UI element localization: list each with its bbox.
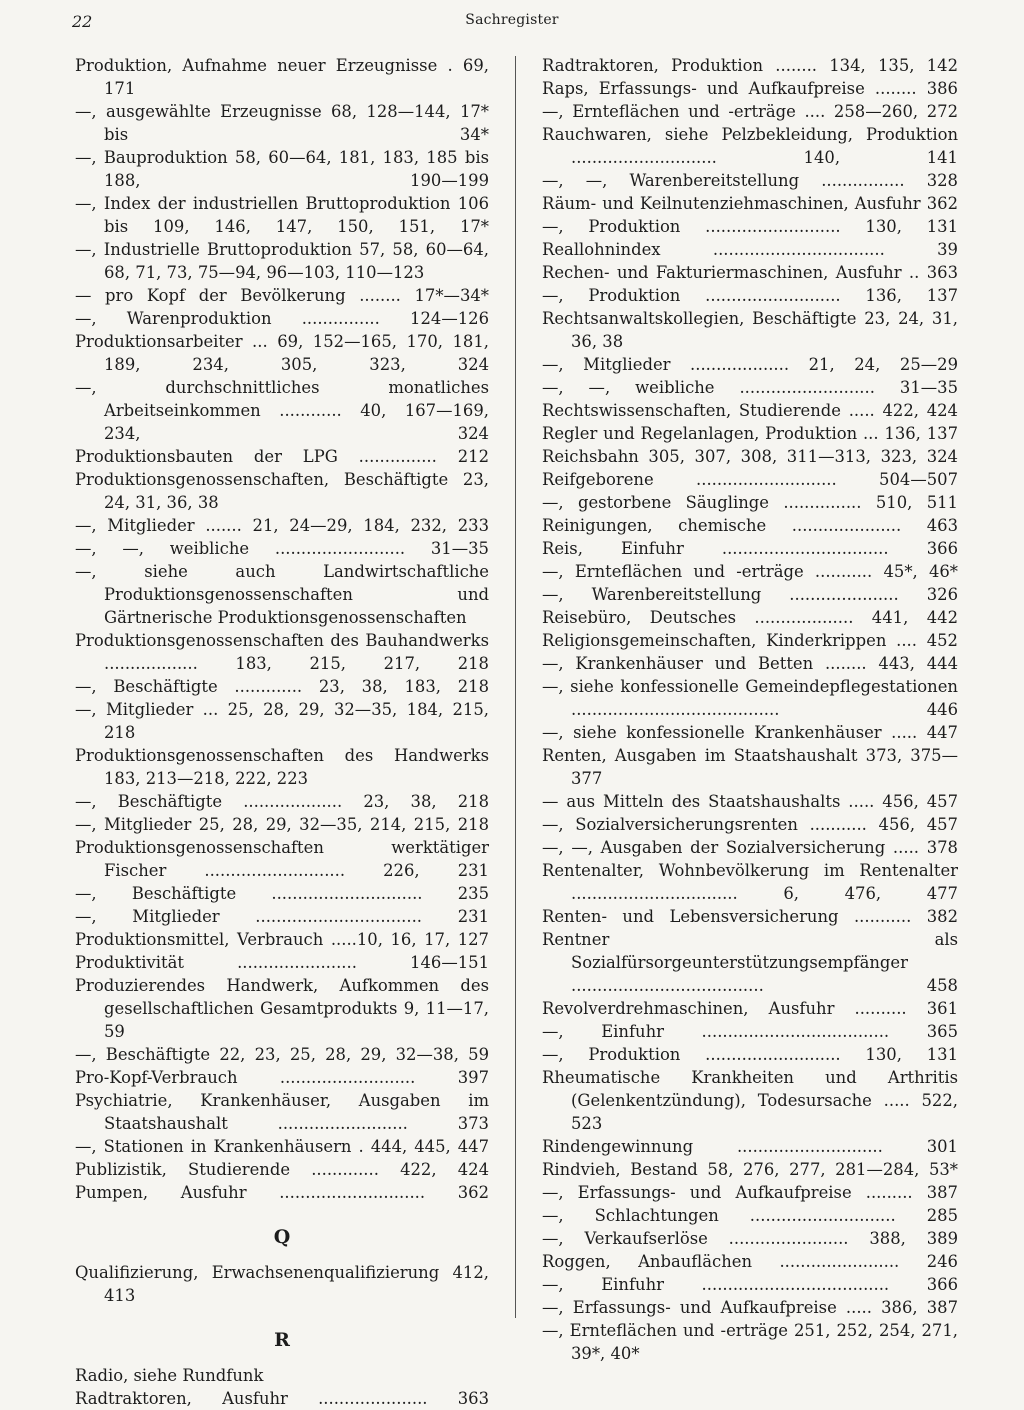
index-entry: —, Einfuhr .................................... 366 [542, 1275, 958, 1294]
index-entry: —, Sozialversicherungsrenten ........... 456, 457 [542, 815, 958, 834]
page-number: 22 [72, 12, 93, 31]
index-entry: Produktion, Aufnahme neuer Erzeugnisse . 69, 171 [75, 56, 489, 98]
index-entry: Revolverdrehmaschinen, Ausfuhr .......... 361 [542, 999, 958, 1018]
index-entry: Reisebüro, Deutsches ................... 441, 442 [542, 608, 958, 627]
index-entry: —, siehe konfessionelle Gemeindepflegestationen ........................................ 446 [542, 677, 958, 719]
index-entry: —, Beschäftigte ................... 23, 38, 218 [75, 792, 489, 811]
index-entry: Reifgeborene ........................... 504—507 [542, 470, 958, 489]
index-entry: Radio, siehe Rundfunk [75, 1366, 264, 1385]
index-entry: Reinigungen, chemische ..................... 463 [542, 516, 958, 535]
index-entry: Rentenalter, Wohnbevölkerung im Rentenalter ................................ 6, 476, 477 [542, 861, 958, 903]
index-entry: —, Einfuhr .................................... 365 [542, 1022, 958, 1041]
index-entry: —, ausgewählte Erzeugnisse 68, 128—144, 17* bis 34* [75, 102, 489, 144]
index-entry: Pro-Kopf-Verbrauch .......................... 397 [75, 1068, 489, 1087]
index-entry: —, Beschäftigte ............................. 235 [75, 884, 489, 903]
index-entry: —, durchschnittliches monatliches Arbeitseinkommen ............ 40, 167—169, 234, 324 [75, 378, 489, 443]
index-entry: —, Industrielle Bruttoproduktion 57, 58, 60—64, 68, 71, 73, 75—94, 96—103, 110—123 [75, 240, 489, 282]
index-entry: —, Beschäftigte 22, 23, 25, 28, 29, 32—38, 59 [75, 1045, 489, 1064]
index-entry: Psychiatrie, Krankenhäuser, Ausgaben im Staatshaushalt ......................... 373 [75, 1091, 489, 1133]
index-entry: —, Produktion .......................... 136, 137 [542, 286, 958, 305]
index-entry: —, Beschäftigte ............. 23, 38, 183, 218 [75, 677, 489, 696]
index-entry: —, Erfassungs- und Aufkaufpreise ......... 387 [542, 1183, 958, 1202]
index-entry: Renten- und Lebensversicherung ........... 382 [542, 907, 958, 926]
index-entry: —, gestorbene Säuglinge ............... 510, 511 [542, 493, 958, 512]
index-entry: —, Ernteflächen und -erträge .... 258—260, 272 [542, 102, 958, 121]
index-entry: Produktionsgenossenschaften des Handwerks 183, 213—218, 222, 223 [75, 746, 489, 788]
index-entry: Räum- und Keilnutenziehmaschinen, Ausfuhr 362 [542, 194, 958, 213]
index-entry: Rindvieh, Bestand 58, 276, 277, 281—284, 53* [542, 1160, 958, 1179]
running-head: Sachregister [465, 12, 559, 28]
letter-heading-q: Q [273, 1226, 291, 1248]
index-entry: — pro Kopf der Bevölkerung ........ 17*—34* [75, 286, 489, 305]
index-entry: Publizistik, Studierende ............. 422, 424 [75, 1160, 489, 1179]
index-entry: —, Mitglieder ................... 21, 24, 25—29 [542, 355, 958, 374]
index-entry: —, —, weibliche ......................... 31—35 [75, 539, 489, 558]
index-entry: —, —, Ausgaben der Sozialversicherung ..... 378 [542, 838, 958, 857]
index-entry: —, siehe auch Landwirtschaftliche Produktionsgenossenschaften und Gärtnerische Produktionsgenossenschaften [75, 562, 489, 627]
index-entry: Reichsbahn 305, 307, 308, 311—313, 323, 324 [542, 447, 958, 466]
index-entry: Qualifizierung, Erwachsenenqualifizierung 412, 413 [75, 1263, 489, 1305]
index-entry: —, —, Warenbereitstellung ................ 328 [542, 171, 958, 190]
index-entry: —, Krankenhäuser und Betten ........ 443, 444 [542, 654, 958, 673]
index-entry: Renten, Ausgaben im Staatshaushalt 373, 375—377 [542, 746, 958, 788]
index-entry: Regler und Regelanlagen, Produktion ... 136, 137 [542, 424, 958, 443]
index-entry: —, Index der industriellen Bruttoproduktion 106 bis 109, 146, 147, 150, 151, 17* [75, 194, 489, 236]
index-entry: Rheumatische Krankheiten und Arthritis (Gelenkentzündung), Todesursache ..... 522, 523 [542, 1068, 958, 1133]
index-entry: Rentner als Sozialfürsorgeunterstützungsempfänger ..................................... 458 [542, 930, 958, 995]
index-entry: Produktionsarbeiter ... 69, 152—165, 170, 181, 189, 234, 305, 323, 324 [75, 332, 489, 374]
index-entry: —, Ernteflächen und -erträge 251, 252, 254, 271, 39*, 40* [542, 1321, 958, 1363]
index-entry: Radtraktoren, Produktion ........ 134, 135, 142 [542, 56, 958, 75]
column-divider [515, 56, 516, 1318]
letter-heading-r: R [274, 1329, 290, 1351]
index-entry: Produktionsbauten der LPG ............... 212 [75, 447, 489, 466]
index-entry: —, Produktion .......................... 130, 131 [542, 217, 958, 236]
index-entry: —, siehe konfessionelle Krankenhäuser ..... 447 [542, 723, 958, 742]
index-entry: —, Ernteflächen und -erträge ........... 45*, 46* [542, 562, 958, 581]
index-entry: Produktionsgenossenschaften werktätiger Fischer ........................... 226, 231 [75, 838, 489, 880]
index-entry: —, Warenbereitstellung ..................... 326 [542, 585, 958, 604]
index-entry: —, Bauproduktion 58, 60—64, 181, 183, 185 bis 188, 190—199 [75, 148, 489, 190]
index-entry: Pumpen, Ausfuhr ............................ 362 [75, 1183, 489, 1202]
index-entry: Reallohnindex ................................. 39 [542, 240, 958, 259]
index-entry: Rauchwaren, siehe Pelzbekleidung, Produktion ............................ 140, 141 [542, 125, 958, 167]
index-entry: Rindengewinnung ............................ 301 [542, 1137, 958, 1156]
index-entry: Produzierendes Handwerk, Aufkommen des gesellschaftlichen Gesamtprodukts 9, 11—17, 59 [75, 976, 489, 1041]
index-entry: —, Schlachtungen ............................ 285 [542, 1206, 958, 1225]
index-entry: —, Erfassungs- und Aufkaufpreise ..... 386, 387 [542, 1298, 958, 1317]
index-entry: —, —, weibliche .......................... 31—35 [542, 378, 958, 397]
index-entry: — aus Mitteln des Staatshaushalts ..... 456, 457 [542, 792, 958, 811]
index-entry: —, Mitglieder ... 25, 28, 29, 32—35, 184, 215, 218 [75, 700, 489, 742]
index-entry: —, Mitglieder ....... 21, 24—29, 184, 232, 233 [75, 516, 489, 535]
index-column-right [542, 54, 958, 1365]
index-entry: Rechen- und Fakturiermaschinen, Ausfuhr .. 363 [542, 263, 958, 282]
index-entry: Religionsgemeinschaften, Kinderkrippen .... 452 [542, 631, 958, 650]
index-entry: Produktionsgenossenschaften des Bauhandwerks .................. 183, 215, 217, 218 [75, 631, 489, 673]
index-entry: —, Warenproduktion ............... 124—126 [75, 309, 489, 328]
index-entry: Reis, Einfuhr ................................ 366 [542, 539, 958, 558]
index-entry: Produktionsmittel, Verbrauch .....10, 16, 17, 127 [75, 930, 489, 949]
index-entry: Rechtsanwaltskollegien, Beschäftigte 23, 24, 31, 36, 38 [542, 309, 958, 351]
index-entry: —, Stationen in Krankenhäusern . 444, 445, 447 [75, 1137, 489, 1156]
index-entry: Radtraktoren, Ausfuhr ..................... 363 [75, 1389, 489, 1408]
index-entry: —, Mitglieder ................................ 231 [75, 907, 489, 926]
index-entry: Roggen, Anbauflächen ....................... 246 [542, 1252, 958, 1271]
index-entry: Produktionsgenossenschaften, Beschäftigte 23, 24, 31, 36, 38 [75, 470, 489, 512]
index-entry: Rechtswissenschaften, Studierende ..... 422, 424 [542, 401, 958, 420]
index-entry: Produktivität ....................... 146—151 [75, 953, 489, 972]
index-entry: —, Verkaufserlöse ....................... 388, 389 [542, 1229, 958, 1248]
index-entry: —, Produktion .......................... 130, 131 [542, 1045, 958, 1064]
index-column-left [75, 54, 489, 1410]
index-entry: —, Mitglieder 25, 28, 29, 32—35, 214, 215, 218 [75, 815, 489, 834]
index-entry: Raps, Erfassungs- und Aufkaufpreise ........ 386 [542, 79, 958, 98]
